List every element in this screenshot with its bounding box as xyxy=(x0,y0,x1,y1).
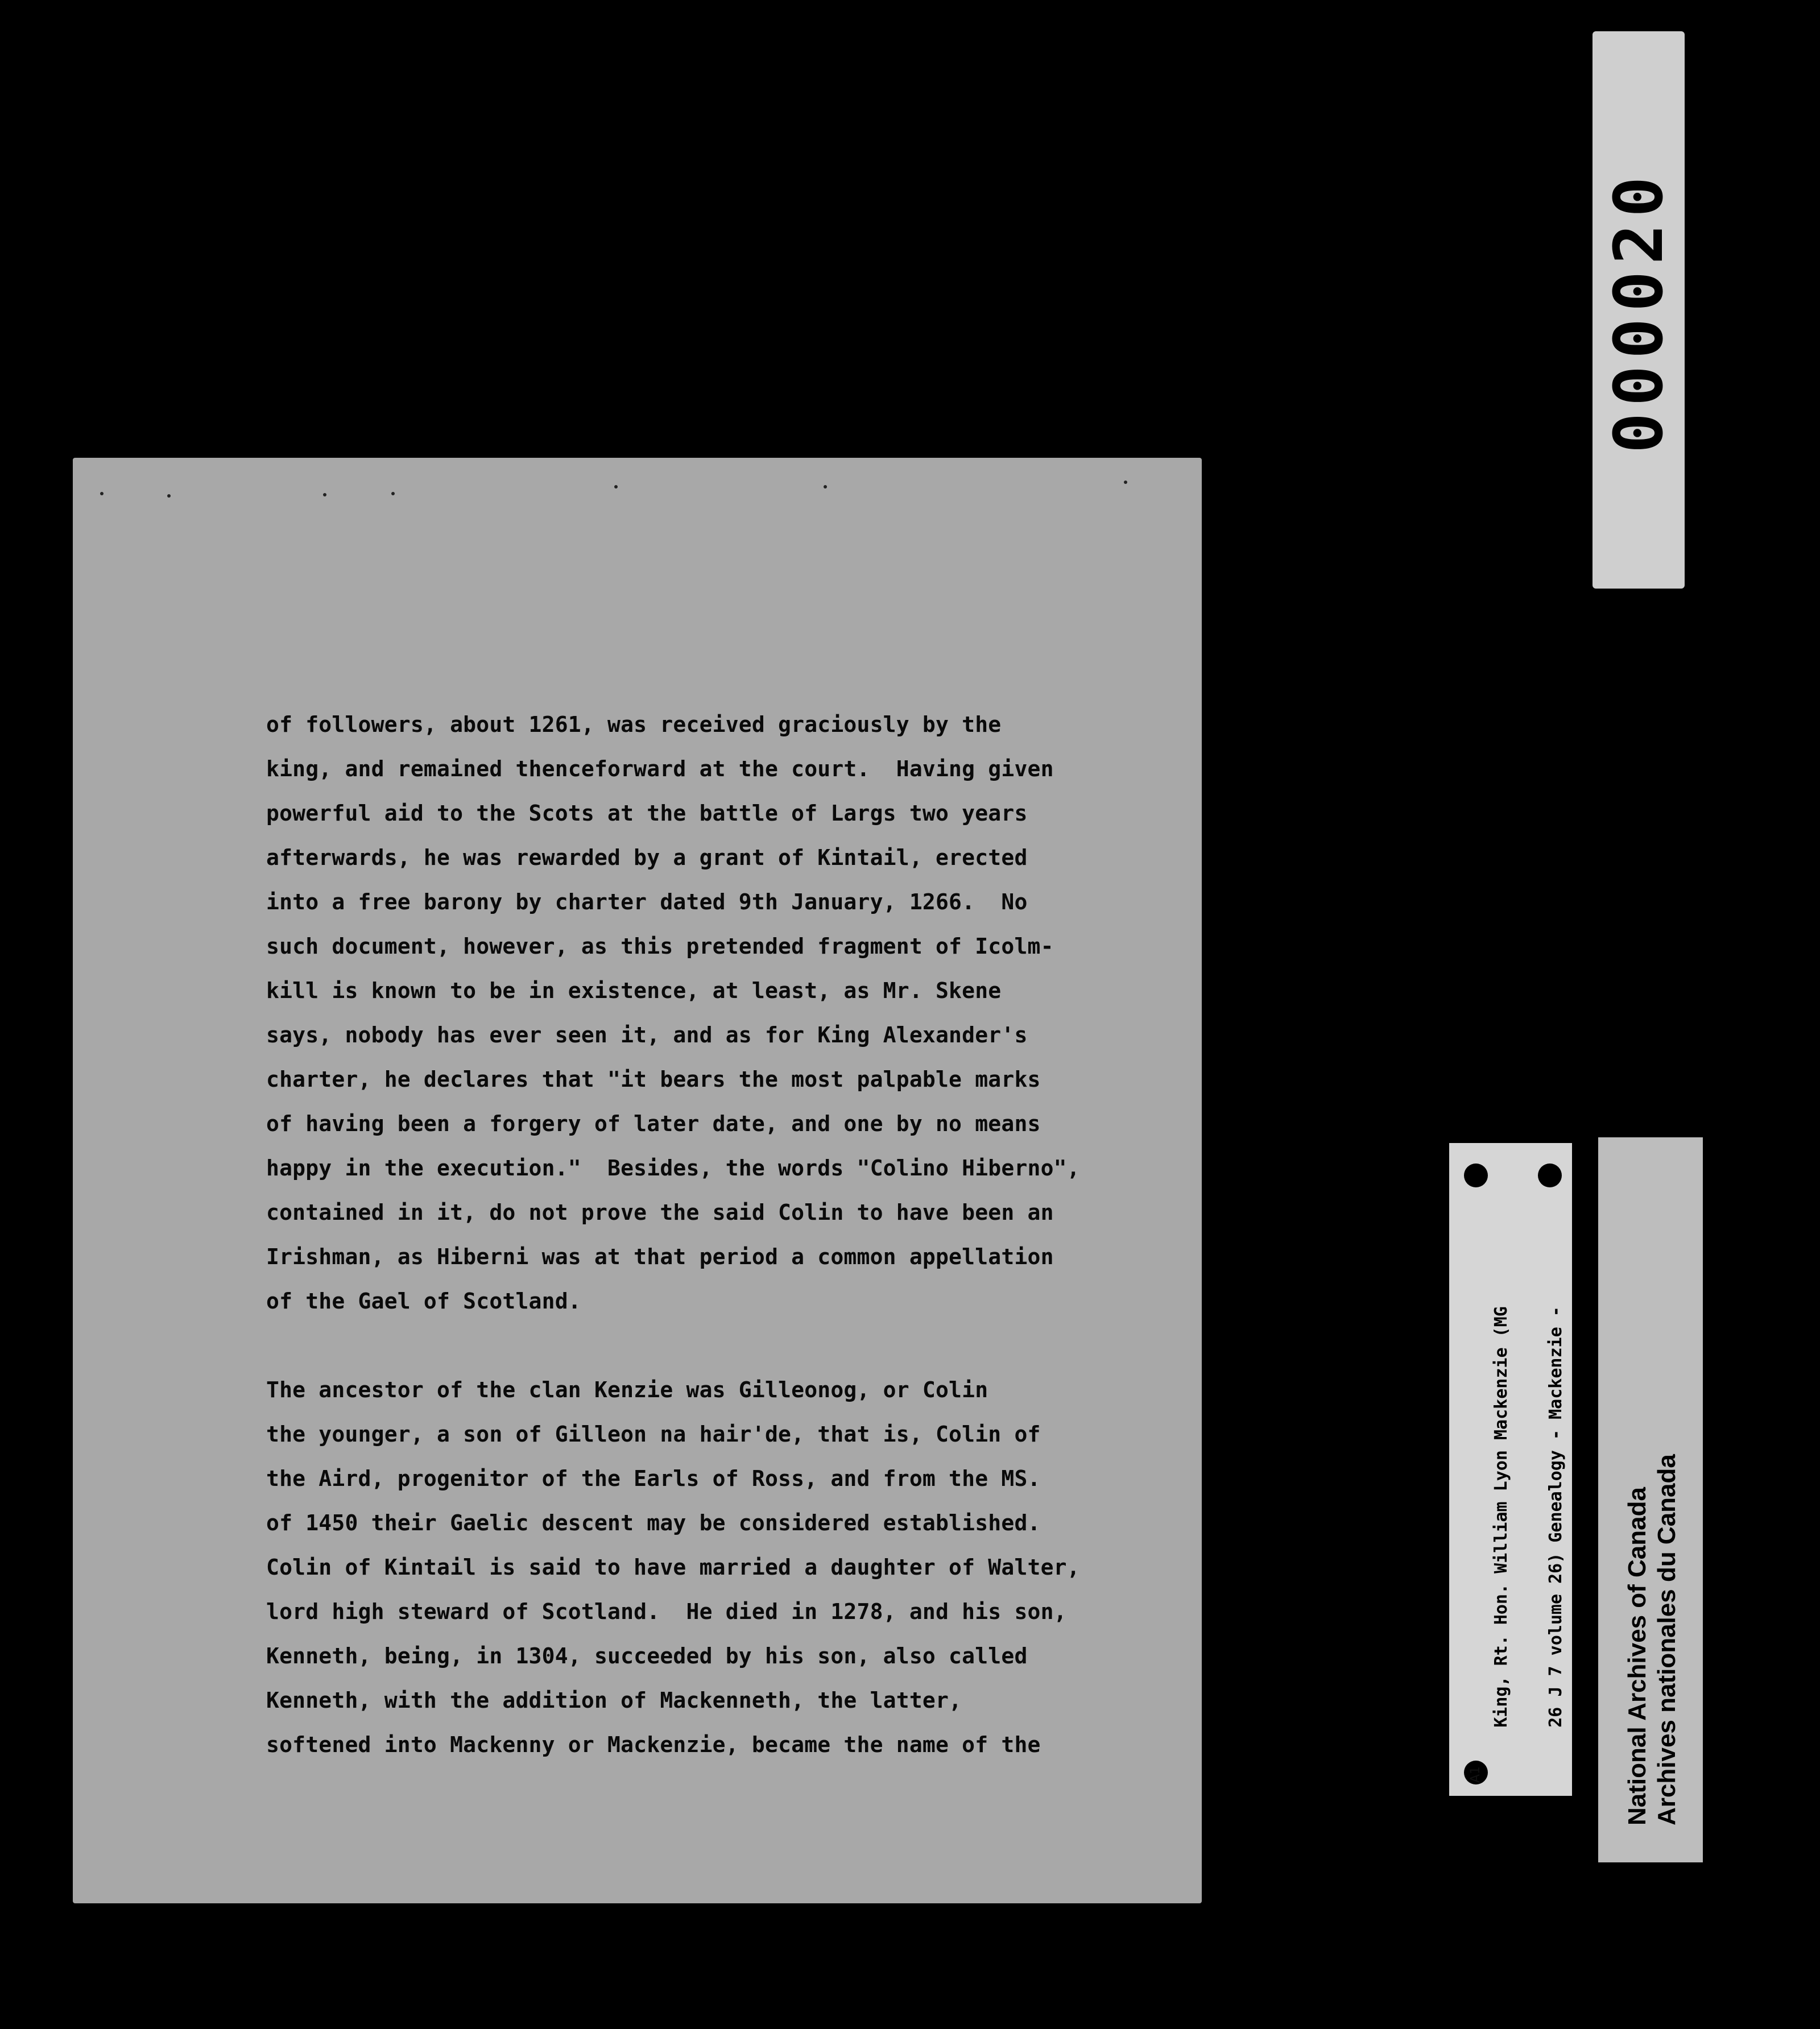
archives-name-fr: Archives nationales du Canada xyxy=(1653,1454,1681,1825)
text-line: afterwards, he was rewarded by a grant of Kintail, erected xyxy=(266,845,1028,870)
archive-label xyxy=(1449,1143,1572,1796)
text-line: king, and remained thenceforward at the court. Having given xyxy=(266,756,1054,781)
text-line: such document, however, as this pretended fragment of Icolm- xyxy=(266,934,1054,959)
text-line: kill is known to be in existence, at least, as Mr. Skene xyxy=(266,978,1002,1003)
archives-name-en: National Archives of Canada xyxy=(1623,1487,1651,1825)
text-line: says, nobody has ever seen it, and as for King Alexander's xyxy=(266,1022,1028,1047)
punch-mark xyxy=(100,492,104,495)
paragraph-2 xyxy=(266,1368,1080,1767)
label-line: 26 J 7 volume 26) Genealogy - Mackenzie - xyxy=(1546,1306,1566,1728)
text-line: powerful aid to the Scots at the battle of Largs two years xyxy=(266,801,1028,826)
punch-mark xyxy=(167,494,171,498)
text-line: Colin of Kintail is said to have married a daughter of Walter, xyxy=(266,1555,1080,1580)
text-line: the younger, a son of Gilleon na hair'de, that is, Colin of xyxy=(266,1422,1041,1447)
paragraph-1 xyxy=(266,702,1080,1323)
text-line: Kenneth, with the addition of Mackenneth, the latter, xyxy=(266,1688,962,1713)
label-code: A1 xyxy=(1469,1766,1483,1783)
text-line: charter, he declares that "it bears the most palpable marks xyxy=(266,1067,1041,1092)
punch-mark xyxy=(1124,481,1127,484)
text-line: the Aird, progenitor of the Earls of Ross, and from the MS. xyxy=(266,1466,1041,1491)
punch-mark xyxy=(323,493,326,496)
text-line: of followers, about 1261, was received graciously by the xyxy=(266,712,1002,737)
text-line: lord high steward of Scotland. He died in 1278, and his son, xyxy=(266,1599,1067,1624)
punch-mark xyxy=(824,485,827,488)
text-line: happy in the execution." Besides, the words "Colino Hiberno", xyxy=(266,1156,1080,1181)
text-line: into a free barony by charter dated 9th January, 1266. No xyxy=(266,889,1028,914)
label-line: King, Rt. Hon. William Lyon Mackenzie (MG xyxy=(1491,1306,1511,1728)
text-line: Kenneth, being, in 1304, succeeded by his son, also called xyxy=(266,1643,1028,1668)
punch-mark xyxy=(391,492,395,495)
archives-label xyxy=(1598,1137,1703,1862)
punch-mark xyxy=(614,485,618,488)
frame-number: 000020 xyxy=(1599,169,1678,454)
archive-label-text xyxy=(1461,1183,1566,1769)
text-line: softened into Mackenny or Mackenzie, became the name of the xyxy=(266,1732,1041,1757)
text-line: contained in it, do not prove the said Colin to have been an xyxy=(266,1200,1054,1225)
archives-label-text xyxy=(1615,1177,1689,1825)
text-line: Irishman, as Hiberni was at that period a common appellation xyxy=(266,1244,1054,1269)
text-line: of 1450 their Gaelic descent may be considered established. xyxy=(266,1510,1041,1535)
text-line: of having been a forgery of later date, and one by no means xyxy=(266,1111,1041,1136)
typed-page xyxy=(73,458,1202,1903)
text-line: The ancestor of the clan Kenzie was Gilleonog, or Colin xyxy=(266,1377,988,1402)
text-line: of the Gael of Scotland. xyxy=(266,1289,581,1314)
